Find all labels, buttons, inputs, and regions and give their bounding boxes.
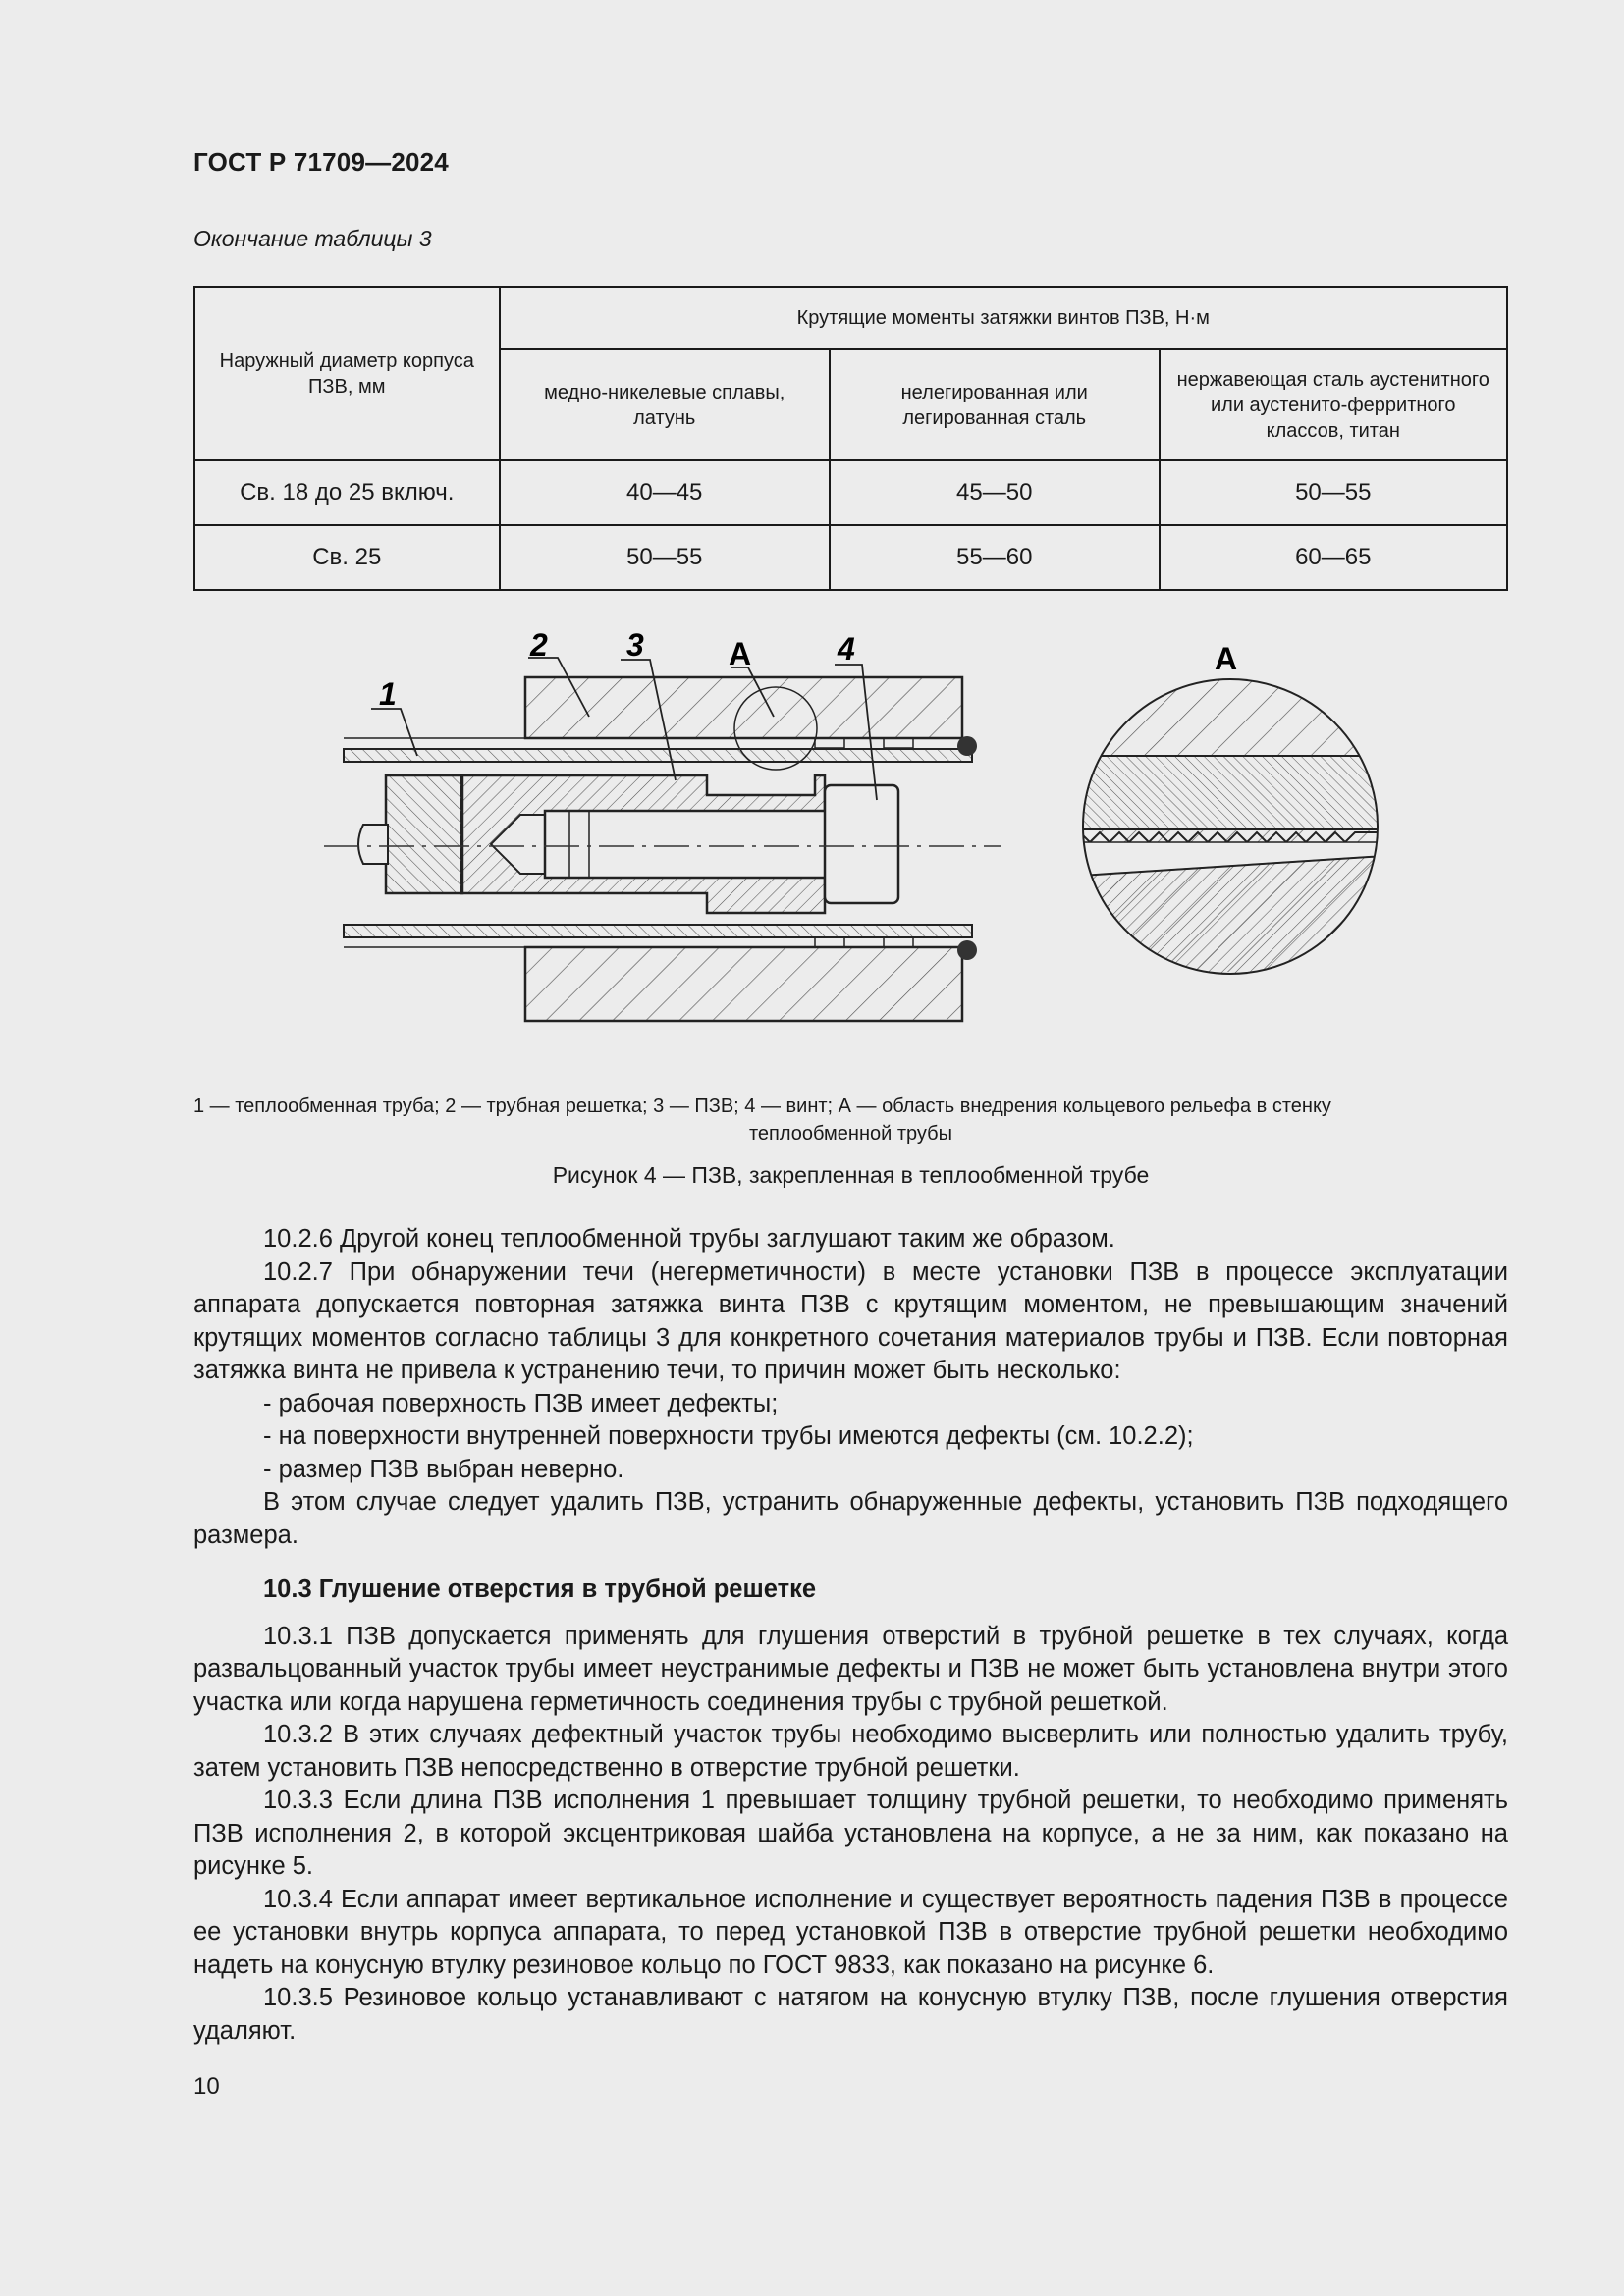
body-text [193,1223,1508,2048]
paragraph-case: В этом случае следует удалить ПЗВ, устранить обнаруженные дефекты, установить ПЗВ подходящего размера. [193,1488,1508,1549]
figure-legend [193,1093,1508,1148]
label-2: 2 [530,628,548,663]
legend-line-1: 1 — теплообменная труба; 2 — трубная решетка; 3 — ПЗВ; 4 — винт; А — область внедрения кольцевого рельефа в стенку [193,1095,1331,1117]
paragraph-10-3-5: 10.3.5 Резиновое кольцо устанавливают с натягом на конусную втулку ПЗВ, после глушения отверстия удаляют. [193,1984,1508,2045]
col-header-copper-nickel: медно-никелевые сплавы, латунь [500,349,830,460]
legend-line-2: теплообменной трубы [749,1123,952,1145]
table-row [194,460,1507,525]
label-3: 3 [626,628,644,663]
paragraph-10-2-6: 10.2.6 Другой конец теплообменной трубы заглушают таким же образом. [263,1225,1115,1253]
table-cell: Св. 25 [194,525,500,590]
col-header-diameter: Наружный диаметр корпуса ПЗВ, мм [194,287,500,460]
figure-4-drawing [324,628,1404,1050]
table-cell: 40—45 [500,460,830,525]
table-cell: 60—65 [1160,525,1507,590]
col-header-stainless: нержавеющая сталь аустенитного или аустенито-ферритного классов, титан [1160,349,1507,460]
table-cell: 45—50 [830,460,1160,525]
section-heading-10-3: 10.3 Глушение отверстия в трубной решетке [263,1575,817,1603]
list-item: - на поверхности внутренней поверхности трубы имеются дефекты (см. 10.2.2); [263,1422,1194,1450]
list-item: - рабочая поверхность ПЗВ имеет дефекты; [263,1389,779,1417]
table-cell: 55—60 [830,525,1160,590]
page-number: 10 [193,2073,220,2100]
label-4: 4 [838,631,855,667]
paragraph-10-2-7: 10.2.7 При обнаружении течи (негерметичности) в месте установки ПЗВ в процессе эксплуатации аппарата допускается повторная затяжка винта ПЗВ с крутящим моментом, не превышающим значений крутящих моментов согласно таблицы 3 для конкретного сочетания материалов трубы и ПЗВ. Если повторная затяжка винта не привела к устранению течи, то причин может быть несколько: [193,1257,1508,1384]
paragraph-10-3-1: 10.3.1 ПЗВ допускается применять для глушения отверстий в трубной решетке в тех случаях, когда развальцованный участок трубы имеет неустранимые дефекты и ПЗВ не может быть установлена внутри этого участка или когда нарушена герметичность соединения трубы с трубной решеткой. [193,1622,1508,1716]
col-group-header: Крутящие моменты затяжки винтов ПЗВ, Н·м [500,287,1508,349]
paragraph-10-3-2: 10.3.2 В этих случаях дефектный участок трубы необходимо высверлить или полностью удалить трубу, затем установить ПЗВ непосредственно в отверстие трубной решетки. [193,1721,1508,1782]
list-item: - размер ПЗВ выбран неверно. [263,1455,624,1483]
table-cell: 50—55 [500,525,830,590]
paragraph-10-3-3: 10.3.3 Если длина ПЗВ исполнения 1 превышает толщину трубной решетки, то необходимо применять ПЗВ исполнения 2, в которой эксцентриковая шайба установлена на корпусе, а не за ним, как показано на рисунке 5. [193,1787,1508,1880]
document-header: ГОСТ Р 71709—2024 [193,147,449,177]
table-caption: Окончание таблицы 3 [193,226,432,251]
label-a-detail: А [1215,641,1238,676]
table-row [194,525,1507,590]
label-1: 1 [379,676,397,712]
paragraph-10-3-4: 10.3.4 Если аппарат имеет вертикальное исполнение и существует вероятность падения ПЗВ в процессе ее установки внутрь корпуса аппарата, то перед установкой ПЗВ в отверстие трубной решетки необходимо надеть на конусную втулку резиновое кольцо по ГОСТ 9833, как показано на рисунке 6. [193,1885,1508,1979]
torque-table [193,286,1508,591]
table-cell: Св. 18 до 25 включ. [194,460,500,525]
label-a-main: А [729,636,752,671]
table-cell: 50—55 [1160,460,1507,525]
figure-caption: Рисунок 4 — ПЗВ, закрепленная в теплообменной трубе [552,1162,1150,1188]
col-header-steel: нелегированная или легированная сталь [830,349,1160,460]
